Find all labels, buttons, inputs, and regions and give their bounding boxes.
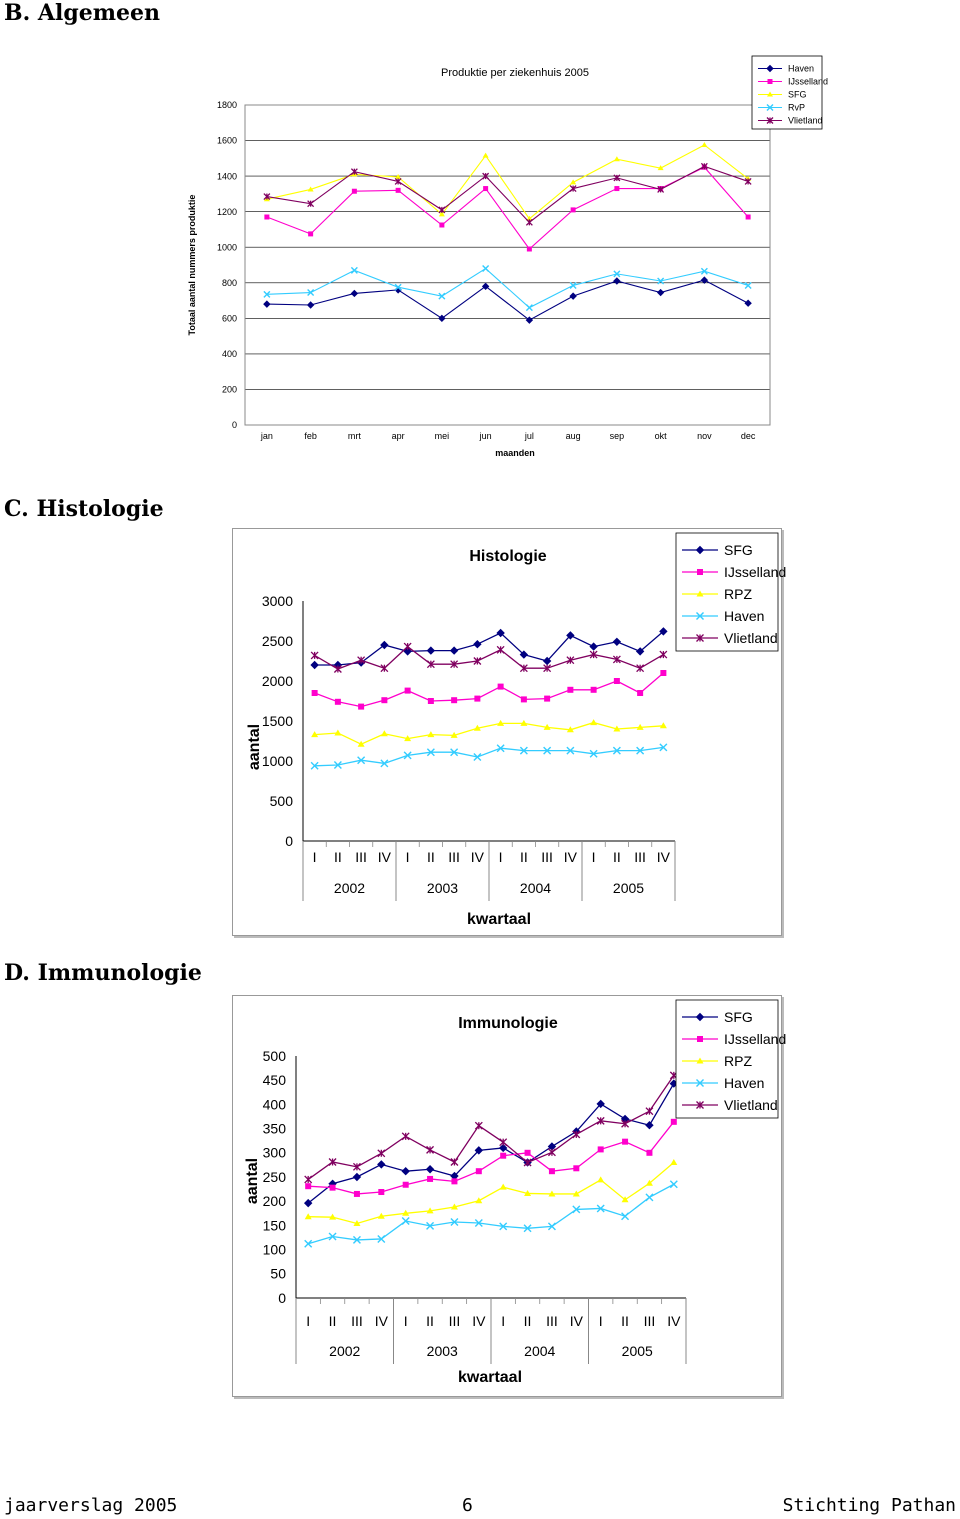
y-tick-label: 1400 bbox=[216, 171, 237, 182]
y-tick-label: 50 bbox=[270, 1265, 286, 1282]
legend-label: SFG bbox=[724, 541, 753, 558]
data-point bbox=[334, 666, 341, 673]
data-point bbox=[613, 638, 620, 645]
x-tick-label: II bbox=[328, 1313, 337, 1329]
legend-label: IJsselland bbox=[788, 76, 829, 87]
y-tick-label: 350 bbox=[262, 1120, 286, 1137]
chart-histologie-svg bbox=[233, 529, 787, 935]
y-tick-label: 2000 bbox=[261, 672, 293, 689]
legend-label: Vlietland bbox=[788, 115, 823, 126]
x-tick-label: III bbox=[643, 1313, 656, 1329]
x-tick-label: I bbox=[498, 849, 503, 865]
y-tick-label: 500 bbox=[269, 792, 293, 809]
data-point bbox=[622, 1139, 628, 1145]
data-point bbox=[396, 188, 401, 193]
data-point bbox=[573, 1165, 579, 1171]
legend-label: IJsselland bbox=[724, 563, 787, 580]
legend-marker bbox=[768, 79, 773, 84]
x-group-label: 2003 bbox=[426, 1343, 458, 1359]
x-tick-label: II bbox=[621, 1313, 629, 1329]
x-tick-label: III bbox=[541, 849, 553, 865]
y-axis-label: aantal bbox=[244, 1157, 261, 1205]
section-heading-algemeen: B. Algemeen bbox=[4, 0, 160, 26]
x-axis-label: kwartaal bbox=[457, 1369, 523, 1386]
y-tick-label: 0 bbox=[231, 420, 237, 431]
y-tick-label: 3000 bbox=[261, 592, 293, 609]
data-point bbox=[404, 643, 411, 650]
footer-page-number: 6 bbox=[462, 1495, 473, 1516]
x-tick-label: okt bbox=[654, 431, 667, 441]
data-point bbox=[474, 696, 480, 702]
legend-label: SFG bbox=[724, 1008, 753, 1025]
data-point bbox=[590, 643, 597, 650]
x-tick-label: III bbox=[355, 849, 367, 865]
y-tick-label: 300 bbox=[262, 1144, 286, 1161]
x-tick-label: jan bbox=[260, 431, 273, 441]
legend-label: Haven bbox=[724, 1074, 765, 1091]
data-point bbox=[427, 1146, 434, 1153]
x-tick-label: jun bbox=[479, 431, 492, 441]
y-tick-label: 0 bbox=[285, 832, 293, 849]
x-tick-label: III bbox=[634, 849, 646, 865]
x-tick-label: dec bbox=[740, 431, 756, 441]
data-point bbox=[403, 1182, 409, 1188]
legend-label: Haven bbox=[788, 63, 815, 74]
data-point bbox=[573, 1131, 580, 1138]
y-tick-label: 0 bbox=[278, 1289, 286, 1306]
data-point bbox=[378, 1189, 384, 1195]
chart-legend bbox=[676, 533, 786, 651]
data-point bbox=[590, 719, 597, 725]
footer-right: Stichting Pathan bbox=[782, 1495, 956, 1516]
x-tick-label: IV bbox=[667, 1313, 681, 1329]
x-group-label: 2002 bbox=[329, 1343, 361, 1359]
data-point bbox=[476, 1168, 482, 1174]
x-tick-label: IV bbox=[569, 1313, 583, 1329]
data-point bbox=[439, 223, 444, 228]
x-tick-label: II bbox=[612, 849, 621, 865]
data-point bbox=[498, 684, 504, 690]
y-tick-label: 100 bbox=[262, 1241, 286, 1258]
data-point bbox=[381, 665, 388, 672]
data-point bbox=[335, 699, 341, 705]
y-tick-label: 1000 bbox=[216, 242, 237, 253]
y-tick-label: 200 bbox=[262, 1193, 286, 1210]
data-point bbox=[451, 1178, 457, 1184]
y-tick-label: 400 bbox=[262, 1096, 286, 1113]
y-tick-label: 800 bbox=[221, 277, 237, 288]
data-point bbox=[381, 697, 387, 703]
x-group-label: 2004 bbox=[524, 1343, 556, 1359]
chart-immunologie-svg bbox=[233, 996, 787, 1396]
y-tick-label: 2500 bbox=[261, 632, 293, 649]
x-tick-label: IV bbox=[374, 1313, 388, 1329]
series-line-rpz bbox=[315, 723, 664, 745]
data-point bbox=[646, 1150, 652, 1156]
x-axis-label: maanden bbox=[495, 448, 535, 458]
data-point bbox=[746, 215, 751, 220]
data-point bbox=[352, 189, 357, 194]
data-point bbox=[527, 247, 532, 252]
data-point bbox=[264, 215, 269, 220]
data-point bbox=[427, 1166, 434, 1173]
legend-label: RvP bbox=[788, 102, 806, 113]
data-point bbox=[308, 231, 313, 236]
data-point bbox=[305, 1176, 312, 1183]
legend-label: RPZ bbox=[724, 585, 752, 602]
data-point bbox=[334, 730, 341, 736]
x-tick-label: II bbox=[333, 849, 342, 865]
section-heading-immunologie: D. Immunologie bbox=[4, 960, 202, 986]
data-point bbox=[591, 687, 597, 693]
data-point bbox=[427, 647, 434, 654]
x-tick-label: I bbox=[598, 1313, 603, 1329]
data-point bbox=[567, 687, 573, 693]
data-point bbox=[483, 186, 488, 191]
data-point bbox=[571, 207, 576, 212]
x-tick-label: IV bbox=[472, 1313, 486, 1329]
series-line-haven bbox=[315, 747, 664, 765]
chart-title: Produktie per ziekenhuis 2005 bbox=[441, 67, 589, 79]
y-tick-label: 200 bbox=[221, 384, 237, 395]
data-point bbox=[312, 690, 318, 696]
y-axis-label: Totaal aantal nummers produktie bbox=[187, 194, 197, 336]
y-tick-label: 250 bbox=[262, 1168, 286, 1185]
x-tick-label: IV bbox=[563, 849, 577, 865]
data-point bbox=[428, 698, 434, 704]
y-tick-label: 500 bbox=[262, 1047, 286, 1064]
y-tick-label: 1000 bbox=[261, 752, 293, 769]
x-tick-label: I bbox=[405, 849, 410, 865]
series-line-sfg bbox=[315, 631, 664, 665]
data-point bbox=[358, 704, 364, 710]
x-tick-label: mrt bbox=[347, 431, 361, 441]
legend-label: SFG bbox=[788, 89, 807, 100]
data-point bbox=[548, 1149, 555, 1156]
data-point bbox=[614, 186, 619, 191]
x-tick-label: III bbox=[546, 1313, 558, 1329]
data-point bbox=[378, 1161, 385, 1168]
data-point bbox=[330, 1185, 336, 1191]
data-point bbox=[637, 665, 644, 672]
x-group-label: 2005 bbox=[621, 1343, 653, 1359]
data-point bbox=[427, 1176, 433, 1182]
y-tick-label: 1800 bbox=[216, 100, 237, 111]
x-tick-label: III bbox=[448, 849, 460, 865]
data-point bbox=[353, 1174, 360, 1181]
chart-produktie-svg bbox=[185, 50, 829, 470]
x-tick-label: nov bbox=[697, 431, 712, 441]
y-tick-label: 1200 bbox=[216, 206, 237, 217]
x-tick-label: II bbox=[523, 1313, 532, 1329]
chart-title: Histologie bbox=[469, 548, 547, 565]
data-point bbox=[475, 1122, 482, 1129]
data-point bbox=[622, 1213, 629, 1220]
x-tick-label: aug bbox=[565, 431, 581, 441]
legend-label: IJsselland bbox=[724, 1030, 787, 1047]
data-point bbox=[670, 1181, 677, 1188]
x-tick-label: I bbox=[591, 849, 596, 865]
y-tick-label: 400 bbox=[221, 349, 237, 360]
x-group-label: 2004 bbox=[519, 880, 552, 896]
plot-area bbox=[245, 105, 770, 425]
data-point bbox=[549, 1168, 555, 1174]
x-axis-label: kwartaal bbox=[466, 911, 532, 928]
legend-label: RPZ bbox=[724, 1052, 752, 1069]
legend-label: Vlietland bbox=[724, 1096, 778, 1113]
x-group-label: 2003 bbox=[426, 880, 459, 896]
x-tick-label: sep bbox=[609, 431, 625, 441]
y-tick-label: 450 bbox=[262, 1072, 286, 1089]
x-tick-label: IV bbox=[656, 849, 670, 865]
x-tick-label: II bbox=[426, 1313, 434, 1329]
series-line-ijsselland bbox=[308, 1122, 674, 1194]
legend-marker bbox=[697, 569, 703, 575]
data-point bbox=[500, 1139, 507, 1146]
y-tick-label: 600 bbox=[221, 313, 237, 324]
x-tick-label: II bbox=[519, 849, 528, 865]
data-point bbox=[637, 690, 643, 696]
data-point bbox=[305, 1183, 311, 1189]
y-tick-label: 150 bbox=[262, 1217, 286, 1234]
data-point bbox=[660, 722, 667, 728]
legend-marker bbox=[697, 1036, 703, 1042]
x-tick-label: III bbox=[448, 1313, 461, 1329]
data-point bbox=[497, 646, 504, 653]
data-point bbox=[660, 651, 667, 658]
data-point bbox=[381, 730, 388, 736]
x-group-label: 2002 bbox=[333, 880, 366, 896]
chart-legend bbox=[676, 1000, 786, 1118]
y-axis-label: aantal bbox=[246, 723, 263, 771]
chart-produktie bbox=[185, 50, 829, 470]
data-point bbox=[597, 1176, 604, 1182]
data-point bbox=[525, 1150, 531, 1156]
data-point bbox=[500, 1153, 506, 1159]
data-point bbox=[354, 1191, 360, 1197]
x-tick-label: IV bbox=[377, 849, 391, 865]
data-point bbox=[402, 1133, 409, 1140]
x-tick-label: apr bbox=[391, 431, 405, 441]
data-point bbox=[544, 696, 550, 702]
data-point bbox=[646, 1108, 653, 1115]
data-point bbox=[451, 647, 458, 654]
x-tick-label: IV bbox=[470, 849, 484, 865]
x-tick-label: I bbox=[312, 849, 317, 865]
data-point bbox=[451, 1158, 458, 1165]
data-point bbox=[305, 1240, 312, 1247]
data-point bbox=[474, 641, 481, 648]
data-point bbox=[475, 1197, 482, 1203]
x-tick-label: III bbox=[351, 1313, 363, 1329]
section-heading-histologie: C. Histologie bbox=[4, 496, 164, 522]
data-point bbox=[598, 1146, 604, 1152]
x-tick-label: mei bbox=[434, 431, 450, 441]
data-point bbox=[451, 697, 457, 703]
data-point bbox=[378, 1150, 385, 1157]
chart-histologie bbox=[232, 528, 787, 936]
legend-label: Haven bbox=[724, 607, 765, 624]
footer-left: jaarverslag 2005 bbox=[4, 1495, 178, 1516]
x-tick-label: II bbox=[426, 849, 435, 865]
x-tick-label: jul bbox=[524, 431, 534, 441]
data-point bbox=[671, 1119, 677, 1125]
data-point bbox=[311, 652, 318, 659]
x-group-label: 2005 bbox=[612, 880, 645, 896]
chart-immunologie bbox=[232, 995, 787, 1397]
legend-label: Vlietland bbox=[724, 629, 778, 646]
data-point bbox=[670, 1159, 677, 1165]
y-tick-label: 1600 bbox=[216, 135, 237, 146]
data-point bbox=[311, 662, 318, 669]
data-point bbox=[402, 1168, 409, 1175]
chart-title: Immunologie bbox=[458, 1015, 558, 1032]
x-tick-label: I bbox=[501, 1313, 506, 1329]
data-point bbox=[614, 678, 620, 684]
data-point bbox=[646, 1194, 653, 1201]
series-line-ijsselland bbox=[315, 673, 664, 707]
data-point bbox=[660, 670, 666, 676]
data-point bbox=[646, 1122, 653, 1129]
x-tick-label: I bbox=[306, 1313, 311, 1329]
x-tick-label: I bbox=[403, 1313, 408, 1329]
x-tick-label: feb bbox=[304, 431, 317, 441]
data-point bbox=[521, 696, 527, 702]
y-tick-label: 1500 bbox=[261, 712, 293, 729]
data-point bbox=[500, 1184, 507, 1190]
data-point bbox=[405, 688, 411, 694]
chart-legend bbox=[752, 56, 828, 129]
